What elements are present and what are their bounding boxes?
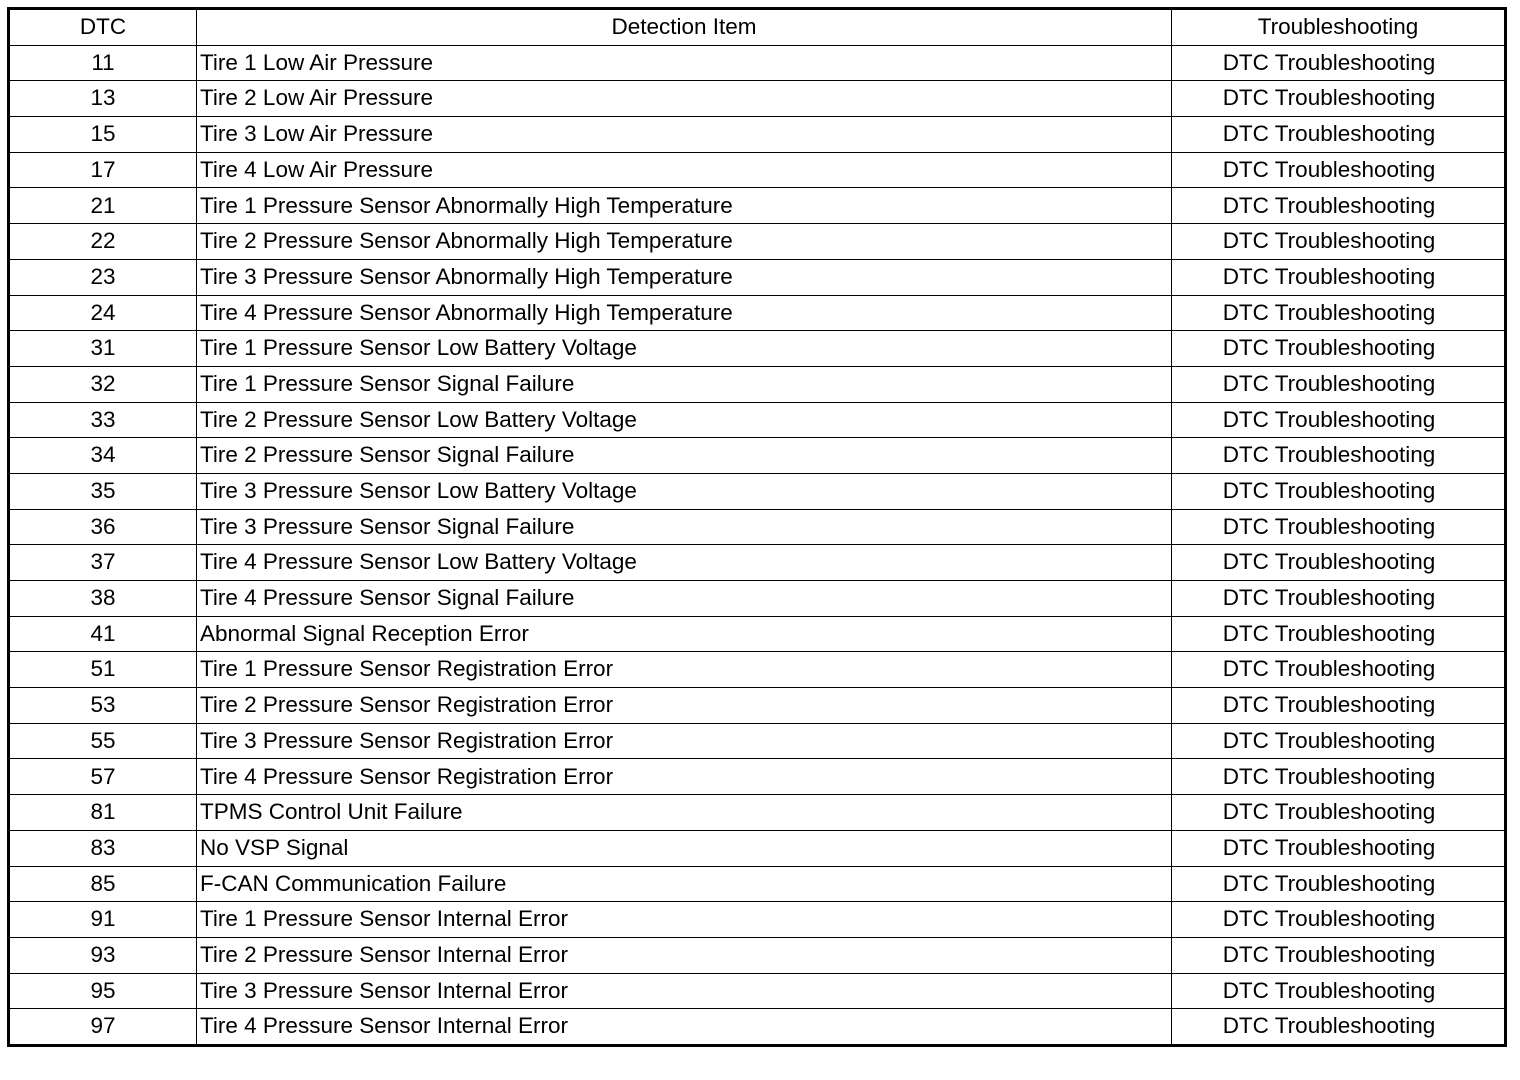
troubleshooting-link[interactable]: DTC Troubleshooting [1172,1009,1506,1046]
troubleshooting-link[interactable]: DTC Troubleshooting [1172,937,1506,973]
detection-item: Abnormal Signal Reception Error [197,616,1172,652]
detection-item: Tire 1 Pressure Sensor Low Battery Voltage [197,331,1172,367]
dtc-code: 93 [9,937,197,973]
troubleshooting-link[interactable]: DTC Troubleshooting [1172,830,1506,866]
detection-item: TPMS Control Unit Failure [197,795,1172,831]
table-row [9,830,1506,866]
troubleshooting-link[interactable]: DTC Troubleshooting [1172,795,1506,831]
detection-item: Tire 3 Low Air Pressure [197,117,1172,153]
table-row [9,937,1506,973]
table-row [9,402,1506,438]
table-body [9,45,1506,1045]
dtc-code: 34 [9,438,197,474]
troubleshooting-link[interactable]: DTC Troubleshooting [1172,45,1506,81]
dtc-code: 21 [9,188,197,224]
dtc-code: 53 [9,688,197,724]
table-row [9,45,1506,81]
header-dtc: DTC [9,9,197,46]
table-row [9,545,1506,581]
detection-item: Tire 1 Low Air Pressure [197,45,1172,81]
troubleshooting-link[interactable]: DTC Troubleshooting [1172,652,1506,688]
troubleshooting-link[interactable]: DTC Troubleshooting [1172,259,1506,295]
table-row [9,509,1506,545]
dtc-code: 31 [9,331,197,367]
detection-item: Tire 2 Pressure Sensor Registration Error [197,688,1172,724]
dtc-code: 57 [9,759,197,795]
detection-item: F-CAN Communication Failure [197,866,1172,902]
troubleshooting-link[interactable]: DTC Troubleshooting [1172,902,1506,938]
table-row [9,81,1506,117]
detection-item: Tire 2 Pressure Sensor Abnormally High Temperature [197,224,1172,260]
detection-item: Tire 2 Low Air Pressure [197,81,1172,117]
header-row [9,9,1506,46]
detection-item: No VSP Signal [197,830,1172,866]
troubleshooting-link[interactable]: DTC Troubleshooting [1172,438,1506,474]
detection-item: Tire 2 Pressure Sensor Signal Failure [197,438,1172,474]
dtc-code: 23 [9,259,197,295]
dtc-table [7,7,1507,1047]
table-row [9,723,1506,759]
table-row [9,616,1506,652]
troubleshooting-link[interactable]: DTC Troubleshooting [1172,723,1506,759]
dtc-code: 33 [9,402,197,438]
troubleshooting-link[interactable]: DTC Troubleshooting [1172,224,1506,260]
dtc-code: 38 [9,581,197,617]
dtc-code: 83 [9,830,197,866]
dtc-code: 13 [9,81,197,117]
dtc-code: 97 [9,1009,197,1046]
detection-item: Tire 4 Pressure Sensor Low Battery Voltage [197,545,1172,581]
table-row [9,259,1506,295]
dtc-code: 24 [9,295,197,331]
detection-item: Tire 3 Pressure Sensor Signal Failure [197,509,1172,545]
detection-item: Tire 4 Low Air Pressure [197,152,1172,188]
table-row [9,152,1506,188]
troubleshooting-link[interactable]: DTC Troubleshooting [1172,973,1506,1009]
detection-item: Tire 4 Pressure Sensor Abnormally High Temperature [197,295,1172,331]
detection-item: Tire 1 Pressure Sensor Abnormally High Temperature [197,188,1172,224]
table-row [9,688,1506,724]
table-row [9,581,1506,617]
troubleshooting-link[interactable]: DTC Troubleshooting [1172,759,1506,795]
table-row [9,652,1506,688]
dtc-code: 55 [9,723,197,759]
table-row [9,188,1506,224]
dtc-code: 32 [9,366,197,402]
detection-item: Tire 1 Pressure Sensor Internal Error [197,902,1172,938]
troubleshooting-link[interactable]: DTC Troubleshooting [1172,152,1506,188]
troubleshooting-link[interactable]: DTC Troubleshooting [1172,473,1506,509]
dtc-code: 17 [9,152,197,188]
dtc-code: 81 [9,795,197,831]
troubleshooting-link[interactable]: DTC Troubleshooting [1172,509,1506,545]
troubleshooting-link[interactable]: DTC Troubleshooting [1172,188,1506,224]
troubleshooting-link[interactable]: DTC Troubleshooting [1172,402,1506,438]
dtc-code: 35 [9,473,197,509]
table-row [9,295,1506,331]
detection-item: Tire 2 Pressure Sensor Internal Error [197,937,1172,973]
table-row [9,473,1506,509]
troubleshooting-link[interactable]: DTC Troubleshooting [1172,616,1506,652]
troubleshooting-link[interactable]: DTC Troubleshooting [1172,545,1506,581]
troubleshooting-link[interactable]: DTC Troubleshooting [1172,688,1506,724]
table-row [9,795,1506,831]
detection-item: Tire 1 Pressure Sensor Signal Failure [197,366,1172,402]
header-troubleshooting: Troubleshooting [1172,9,1506,46]
dtc-code: 15 [9,117,197,153]
dtc-code: 51 [9,652,197,688]
table-row [9,1009,1506,1046]
troubleshooting-link[interactable]: DTC Troubleshooting [1172,581,1506,617]
dtc-code: 95 [9,973,197,1009]
table-header [9,9,1506,46]
detection-item: Tire 3 Pressure Sensor Abnormally High Temperature [197,259,1172,295]
dtc-code: 41 [9,616,197,652]
detection-item: Tire 2 Pressure Sensor Low Battery Voltage [197,402,1172,438]
detection-item: Tire 3 Pressure Sensor Low Battery Voltage [197,473,1172,509]
dtc-code: 22 [9,224,197,260]
table-row [9,117,1506,153]
detection-item: Tire 4 Pressure Sensor Internal Error [197,1009,1172,1046]
table-row [9,902,1506,938]
troubleshooting-link[interactable]: DTC Troubleshooting [1172,866,1506,902]
table-row [9,366,1506,402]
header-detection-item: Detection Item [197,9,1172,46]
table-row [9,866,1506,902]
detection-item: Tire 4 Pressure Sensor Signal Failure [197,581,1172,617]
troubleshooting-link[interactable]: DTC Troubleshooting [1172,295,1506,331]
detection-item: Tire 4 Pressure Sensor Registration Error [197,759,1172,795]
dtc-code: 37 [9,545,197,581]
table-row [9,759,1506,795]
detection-item: Tire 3 Pressure Sensor Internal Error [197,973,1172,1009]
dtc-code: 36 [9,509,197,545]
detection-item: Tire 3 Pressure Sensor Registration Error [197,723,1172,759]
dtc-code: 91 [9,902,197,938]
table-row [9,973,1506,1009]
dtc-code: 11 [9,45,197,81]
troubleshooting-link[interactable]: DTC Troubleshooting [1172,366,1506,402]
troubleshooting-link[interactable]: DTC Troubleshooting [1172,117,1506,153]
dtc-code: 85 [9,866,197,902]
table-row [9,224,1506,260]
troubleshooting-link[interactable]: DTC Troubleshooting [1172,331,1506,367]
table-row [9,438,1506,474]
table-row [9,331,1506,367]
detection-item: Tire 1 Pressure Sensor Registration Error [197,652,1172,688]
troubleshooting-link[interactable]: DTC Troubleshooting [1172,81,1506,117]
